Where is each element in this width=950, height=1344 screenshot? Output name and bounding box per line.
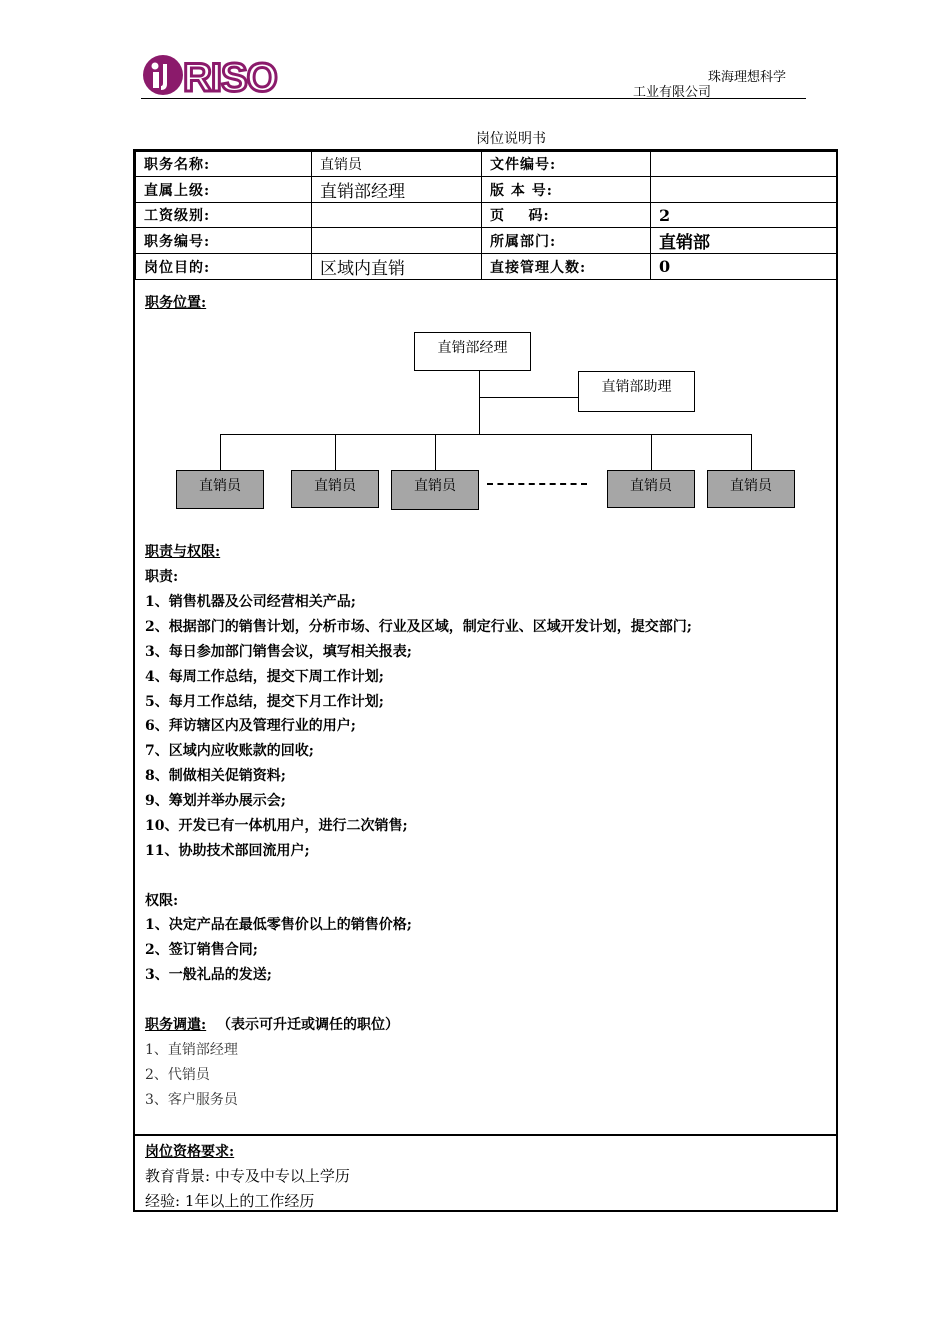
info-row xyxy=(136,228,837,254)
duty-item: 5、每月工作总结，提交下月工作计划; xyxy=(145,694,384,710)
org-connector xyxy=(335,434,336,470)
transfer-item: 1、直销部经理 xyxy=(145,1042,238,1058)
org-ellipsis-line xyxy=(487,483,587,485)
org-manager-box: 直销部经理 xyxy=(414,332,531,371)
duties-label: 职责: xyxy=(145,569,179,585)
duty-item: 9、筹划并举办展示会; xyxy=(145,793,286,809)
qualifications-label: 岗位资格要求: xyxy=(145,1144,235,1160)
info-label: 职务编号: xyxy=(136,228,312,254)
info-label: 工资级别: xyxy=(136,203,312,228)
header-divider xyxy=(141,98,806,99)
info-table xyxy=(135,151,837,280)
org-staff-box: 直销员 xyxy=(176,470,264,509)
info-label: 直属上级: xyxy=(136,177,312,203)
info-label: 文件编号: xyxy=(482,152,651,177)
info-value: 直销员 xyxy=(312,152,482,177)
org-staff-box: 直销员 xyxy=(607,470,695,508)
org-staff-box: 直销员 xyxy=(707,470,795,508)
org-connector xyxy=(220,434,221,470)
info-value xyxy=(312,228,482,254)
duty-item: 1、销售机器及公司经营相关产品; xyxy=(145,594,356,610)
company-name-line1: 珠海理想科学 xyxy=(708,70,787,85)
transfer-note: （表示可升迁或调任的职位） xyxy=(217,1017,400,1033)
duty-item: 6、拜访辖区内及管理行业的用户; xyxy=(145,718,356,734)
duty-item: 3、每日参加部门销售会议，填写相关报表; xyxy=(145,644,412,660)
org-assistant-box: 直销部助理 xyxy=(578,371,695,412)
info-label: 版 本 号: xyxy=(482,177,651,203)
info-value xyxy=(651,177,837,203)
transfer-heading xyxy=(145,1014,399,1034)
duty-item: 2、根据部门的销售计划，分析市场、行业及区域，制定行业、区域开发计划，提交部门; xyxy=(145,619,692,635)
svg-text:RISO: RISO xyxy=(183,56,277,98)
experience-requirement: 经验: 1年以上的工作经历 xyxy=(145,1192,315,1210)
info-row xyxy=(136,152,837,177)
info-label: 职务名称: xyxy=(136,152,312,177)
position-label: 职务位置: xyxy=(145,295,207,311)
org-connector xyxy=(651,434,652,470)
org-connector xyxy=(479,371,480,434)
info-value: 0 xyxy=(651,254,837,280)
transfer-item: 2、代销员 xyxy=(145,1067,210,1083)
authority-item: 2、签订销售合同; xyxy=(145,942,258,958)
info-row xyxy=(136,203,837,228)
info-label: 所属部门: xyxy=(482,228,651,254)
duty-item: 7、区域内应收账款的回收; xyxy=(145,743,314,759)
duty-item: 8、制做相关促销资料; xyxy=(145,768,286,784)
info-value xyxy=(312,203,482,228)
info-value: 2 xyxy=(651,203,837,228)
info-label: 直接管理人数: xyxy=(482,254,651,280)
transfer-item: 3、客户服务员 xyxy=(145,1092,238,1108)
info-label: 页 码: xyxy=(482,203,651,228)
authority-item: 1、决定产品在最低零售价以上的销售价格; xyxy=(145,917,412,933)
info-row xyxy=(136,177,837,203)
info-row xyxy=(136,254,837,280)
document-title: 岗位说明书 xyxy=(476,131,546,147)
education-requirement: 教育背景: 中专及中专以上学历 xyxy=(145,1167,350,1185)
transfer-label: 职务调遣: xyxy=(145,1017,207,1033)
duties-section-label: 职责与权限: xyxy=(145,544,221,560)
org-staff-box: 直销员 xyxy=(391,470,479,510)
org-staff-box: 直销员 xyxy=(291,470,379,508)
duty-item: 4、每周工作总结，提交下周工作计划; xyxy=(145,669,384,685)
info-value: 区域内直销 xyxy=(312,254,482,280)
authority-label: 权限: xyxy=(145,893,179,909)
duty-item: 11、协助技术部回流用户; xyxy=(145,843,310,859)
info-value: 直销部经理 xyxy=(312,177,482,203)
company-name-line2: 工业有限公司 xyxy=(633,85,712,100)
section-divider xyxy=(135,1134,836,1136)
org-connector xyxy=(751,434,752,470)
info-value xyxy=(651,152,837,177)
info-label: 岗位目的: xyxy=(136,254,312,280)
org-connector xyxy=(479,397,578,398)
info-value: 直销部 xyxy=(651,228,837,254)
duty-item: 10、开发已有一体机用户，进行二次销售; xyxy=(145,818,408,834)
org-connector xyxy=(435,434,436,470)
authority-item: 3、一般礼品的发送; xyxy=(145,967,272,983)
org-connector xyxy=(220,434,752,435)
riso-logo xyxy=(141,52,301,98)
